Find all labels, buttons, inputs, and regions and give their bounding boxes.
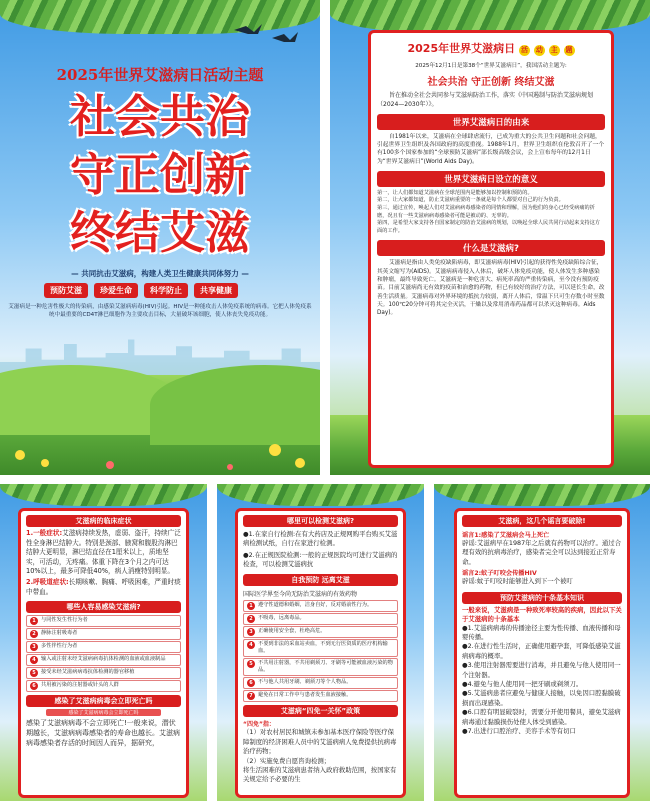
title-badge: 题 — [565, 46, 573, 54]
theme: 社会共治 守正创新 终结艾滋 — [427, 77, 555, 88]
symptom-head: 1.一般症状: — [26, 529, 63, 537]
symptom-head: 2.呼吸道症状: — [26, 577, 69, 586]
list-item: 1 与同性发生性行为者 — [26, 615, 181, 627]
rumor-head: 谣言1:感染了艾滋病会马上死亡 — [462, 532, 550, 539]
pill: 科学防止 — [144, 283, 188, 298]
symptom-body: 艾滋病持续发热，虚弱、盗汗，持续广泛性全身淋巴结肿大。特别是颈部、腋窝和腹股沟淋巴结肿大更明显，淋巴结直径在1厘米以上，质地坚实，可活动，无疼痛。体重下降在3个月之内可达10%以上，最多可降低40%，病人消瘦特别明显。 — [26, 529, 181, 576]
content-card — [18, 508, 189, 798]
section-title: 世界艾滋病日的由来 — [377, 114, 605, 130]
tip-item: ●6.口腔有明显破裂时，需要分开使用餐具，避免艾滋病病毒通过黏膜损伤处使人体受到感染。 — [462, 708, 621, 726]
list-item: 1 遵守性道德和婚姻，洁身自好，反对婚前性行为。 — [243, 600, 398, 612]
poster-theme — [0, 0, 320, 475]
list-item: 2 不吸毒，远离毒品。 — [243, 613, 398, 625]
section-body: 自1981年以来，艾滋病在全球肆虐流行，已成为重大的公共卫生问题和社会问题，引起世界卫生组织及各国政府的高度重视。1988年1月，世界卫生组织在伦敦召开了一个有100多个国家参加的“全球预防艾滋病”部长级高级会议，会上宣布每年的12月1日为“世界艾滋病日”(World Aids Day)。 — [377, 134, 605, 165]
section-body: 第一，让人们都知道艾滋病在全球范围内是能够加以控制和预防的。 第二，让大家都知道，防止艾滋病重要的一条就是每个人都要对自己的行为负责。 第三，通过宣传，唤起人们对艾滋病病毒感染者的同情和理解，因为他们的身心已经受病痛的折磨，况且有一些艾滋病病毒感染者可能是被动的、无辜的。 第四，是希望大家支持各自国家制定的防治艾滋病的规划，以唤起全球人民共同行动起来支持这方面的工作。 — [377, 189, 601, 234]
slogan — [0, 88, 320, 262]
pill: 共享健康 — [194, 283, 238, 298]
list-item: 5 接受未经艾滋病病毒抗体检测的器官移植 — [26, 667, 181, 679]
title-badge: 主 — [550, 46, 558, 54]
testing-item: ●2.在正规医院检测:一般的正规医院均可进行艾滋病的检查，可以检测艾滋病抗 — [243, 550, 398, 569]
tip-item: ●5.艾滋病患者应避免与健康人接触，以免因口腔黏膜破损而出现感染。 — [462, 689, 621, 707]
list-item: 6 共用被污染的注射器或针头的人群 — [26, 680, 181, 692]
section-title: 感染了艾滋病病毒会立即死亡吗 — [26, 695, 181, 707]
prevention-list — [243, 600, 398, 703]
section-title: 世界艾滋病日设立的意义 — [377, 171, 605, 187]
risk-list — [26, 615, 181, 692]
poster-symptoms — [0, 484, 207, 801]
section-body: 艾滋病是指由人类免疫缺陷病毒，即艾滋病病毒(HIV)引起的获得性免疫缺陷综合征，其英文缩写为(AIDS)。艾滋病病毒侵入人体后，破坏人体免疫功能，使人体发生多种感染和肿瘤，最终导致死亡。艾滋病是一种危害大、病死率高的严重传染病，至今没有预防疫苗。目前艾滋病尚无有效的疫苗和治愈的药物，但已有较好的治疗方法，可以延长生命，改善生活质量。艾滋病毒对外界环境的抵抗力较弱，离开人体后，常温下只可生存数小时至数天。100℃20分钟可将其完全灭活，干燥以及常用消毒药品都可以杀灭这种病毒。Aids Day)。 — [377, 260, 605, 317]
section-title: 哪些人容易感染艾滋病? — [26, 601, 181, 613]
rumor-body: 辟谣:蚊子叮咬时能够进入到下一个被叮 — [462, 577, 573, 586]
section-title: 自我预防 远离艾滋 — [243, 574, 398, 586]
list-item: 4 输入或注射未经艾滋病病毒抗体检测的血液或血液制品 — [26, 654, 181, 666]
slogan-line-3: 终结艾滋 — [69, 206, 250, 259]
leaf-border-decoration — [0, 484, 207, 506]
leaf-border-decoration — [434, 484, 650, 506]
pill-row — [44, 283, 238, 298]
tip-item: ●7.出进行口腔治疗、美容手术等有切口 — [462, 727, 576, 736]
section-title: 艾滋病，这几个谣言要破除! — [462, 515, 622, 527]
leaf-border-decoration — [330, 0, 650, 34]
section-title: 预防艾滋病的十条基本知识 — [462, 592, 622, 604]
list-item: 3 正确使用安全套，杜绝高危。 — [243, 626, 398, 638]
flower-decoration-icon — [0, 415, 320, 475]
section-title: 什么是艾滋病? — [377, 240, 605, 256]
intro: 2025年12月1日是第38个“世界艾滋病日”，我国活动主题为: — [415, 63, 567, 69]
policy-head: “四免”指： — [243, 721, 275, 729]
tip-item: ●1.艾滋病病毒的传播途径主要为性传播、血液传播和母婴传播。 — [462, 623, 621, 642]
slogan-line-1: 社会共治 — [69, 90, 250, 143]
pill: 珍爱生命 — [94, 283, 138, 298]
rumor-body: 辟谣:艾滋病早在1987年之后就有药物可以治疗。通过合理有效的抗病毒治疗，感染者完全可以达到接近正常寿命。 — [462, 539, 622, 566]
symptom-body: 长期咳嗽、胸痛、呼吸困难，严重时痰中带血。 — [26, 577, 181, 596]
poster-world-aids-day — [330, 0, 650, 475]
theme-subtitle: 2025年世界艾滋病日活动主题 — [56, 66, 264, 84]
policy-body: （1）对农村居民和城镇未参加基本医疗保险等医疗保障制度的经济困难人员中的艾滋病病人免费提供抗病毒治疗药物； （2）实施免费自愿咨询检测； 将生活困难的艾滋病患者纳入政府救助范围，按国家有关规定给予必要的生 — [243, 728, 397, 784]
content-card — [368, 30, 614, 468]
death-body: 感染了艾滋病病毒不会立即死亡!一般来说，潜伏期越长，艾滋病病毒感染者的寿命也越长。艾滋病病毒感染者存活的时间因人而异，据研究， — [26, 719, 180, 748]
intro-text: 艾滋病是一种危害性极大的传染病，由感染艾滋病病毒(HIV)引起。HIV是一种能攻击人体免疫系统的病毒。它把人体免疫系统中最重要的CD4T淋巴细胞作为主要攻击目标，大量破坏该细胞，使人体丧失免疫功能。 — [8, 304, 312, 318]
list-item: 5 不共用注射器，不共用剃须刀、牙刷等可能被血液污染的物品。 — [243, 658, 398, 676]
poster-rumors — [434, 484, 650, 801]
list-item: 4 不要到非法的采血站卖血，不到无行医资质的医疗机构输血。 — [243, 639, 398, 657]
symptom-text — [26, 529, 181, 577]
pill: 预防艾滋 — [44, 283, 88, 298]
prevention-intro: 国际医学界至今尚无防治艾滋病的有效药物 — [243, 590, 358, 598]
section-title: 艾滋病的临床症状 — [26, 515, 181, 527]
sub-title: 感染了艾滋病病毒会立即死亡吗 — [46, 709, 161, 716]
list-item: 6 不与他人共用牙刷、剃须刀等个人物品。 — [243, 677, 398, 689]
tip-item: ●2.在进行性生活时，正确使用避孕套，可降低感染艾滋病病毒的概率。 — [462, 642, 621, 660]
rumor-head: 谣言2:蚊子叮咬会传播HIV — [462, 570, 537, 578]
list-item: 7 避免在日常工作中与患者发生血液接触。 — [243, 690, 398, 702]
tip-item: ●4.避免与他人使用同一把牙刷或剃须刀。 — [462, 680, 583, 689]
leaf-border-decoration — [217, 484, 424, 506]
section-title: 哪里可以检测艾滋病? — [243, 515, 398, 527]
tip-item: ●3.使用注射器需要进行消毒，并且避免与他人使用同一个注射器。 — [462, 661, 621, 679]
title-badge: 活 — [520, 46, 528, 54]
content-card — [454, 508, 630, 798]
list-item: 2 静脉注射吸毒者 — [26, 628, 181, 640]
tips-head: 一般来说，艾滋病是一种致死率较高的疾病，因此以下关于艾滋病的十条基本 — [462, 605, 622, 623]
content-card — [235, 508, 406, 798]
card-title — [377, 40, 605, 56]
poster-testing — [217, 484, 424, 801]
swallow-icon — [232, 20, 302, 48]
tagline: — 共同抗击艾滋病，构建人类卫生健康共同体努力 — — [71, 269, 249, 278]
card-title-text: 2025年世界艾滋病日 — [407, 42, 516, 55]
theme-desc: 旨在推动全社会共同参与艾滋病防治工作，落实《中国遏制与防治艾滋病规划（2024—2030年）》。 — [377, 92, 594, 108]
symptom-text — [26, 578, 181, 597]
section-title: 艾滋病“四免一关怀”政策 — [243, 705, 398, 717]
slogan-line-2: 守正创新 — [69, 148, 250, 201]
title-badge: 动 — [535, 46, 543, 54]
list-item: 3 多性伴性行为者 — [26, 641, 181, 653]
testing-item: ●1.在家自行检测:在有大药店及正规网购平台购买艾滋病检测试纸，自行在家进行检测。 — [243, 530, 398, 548]
